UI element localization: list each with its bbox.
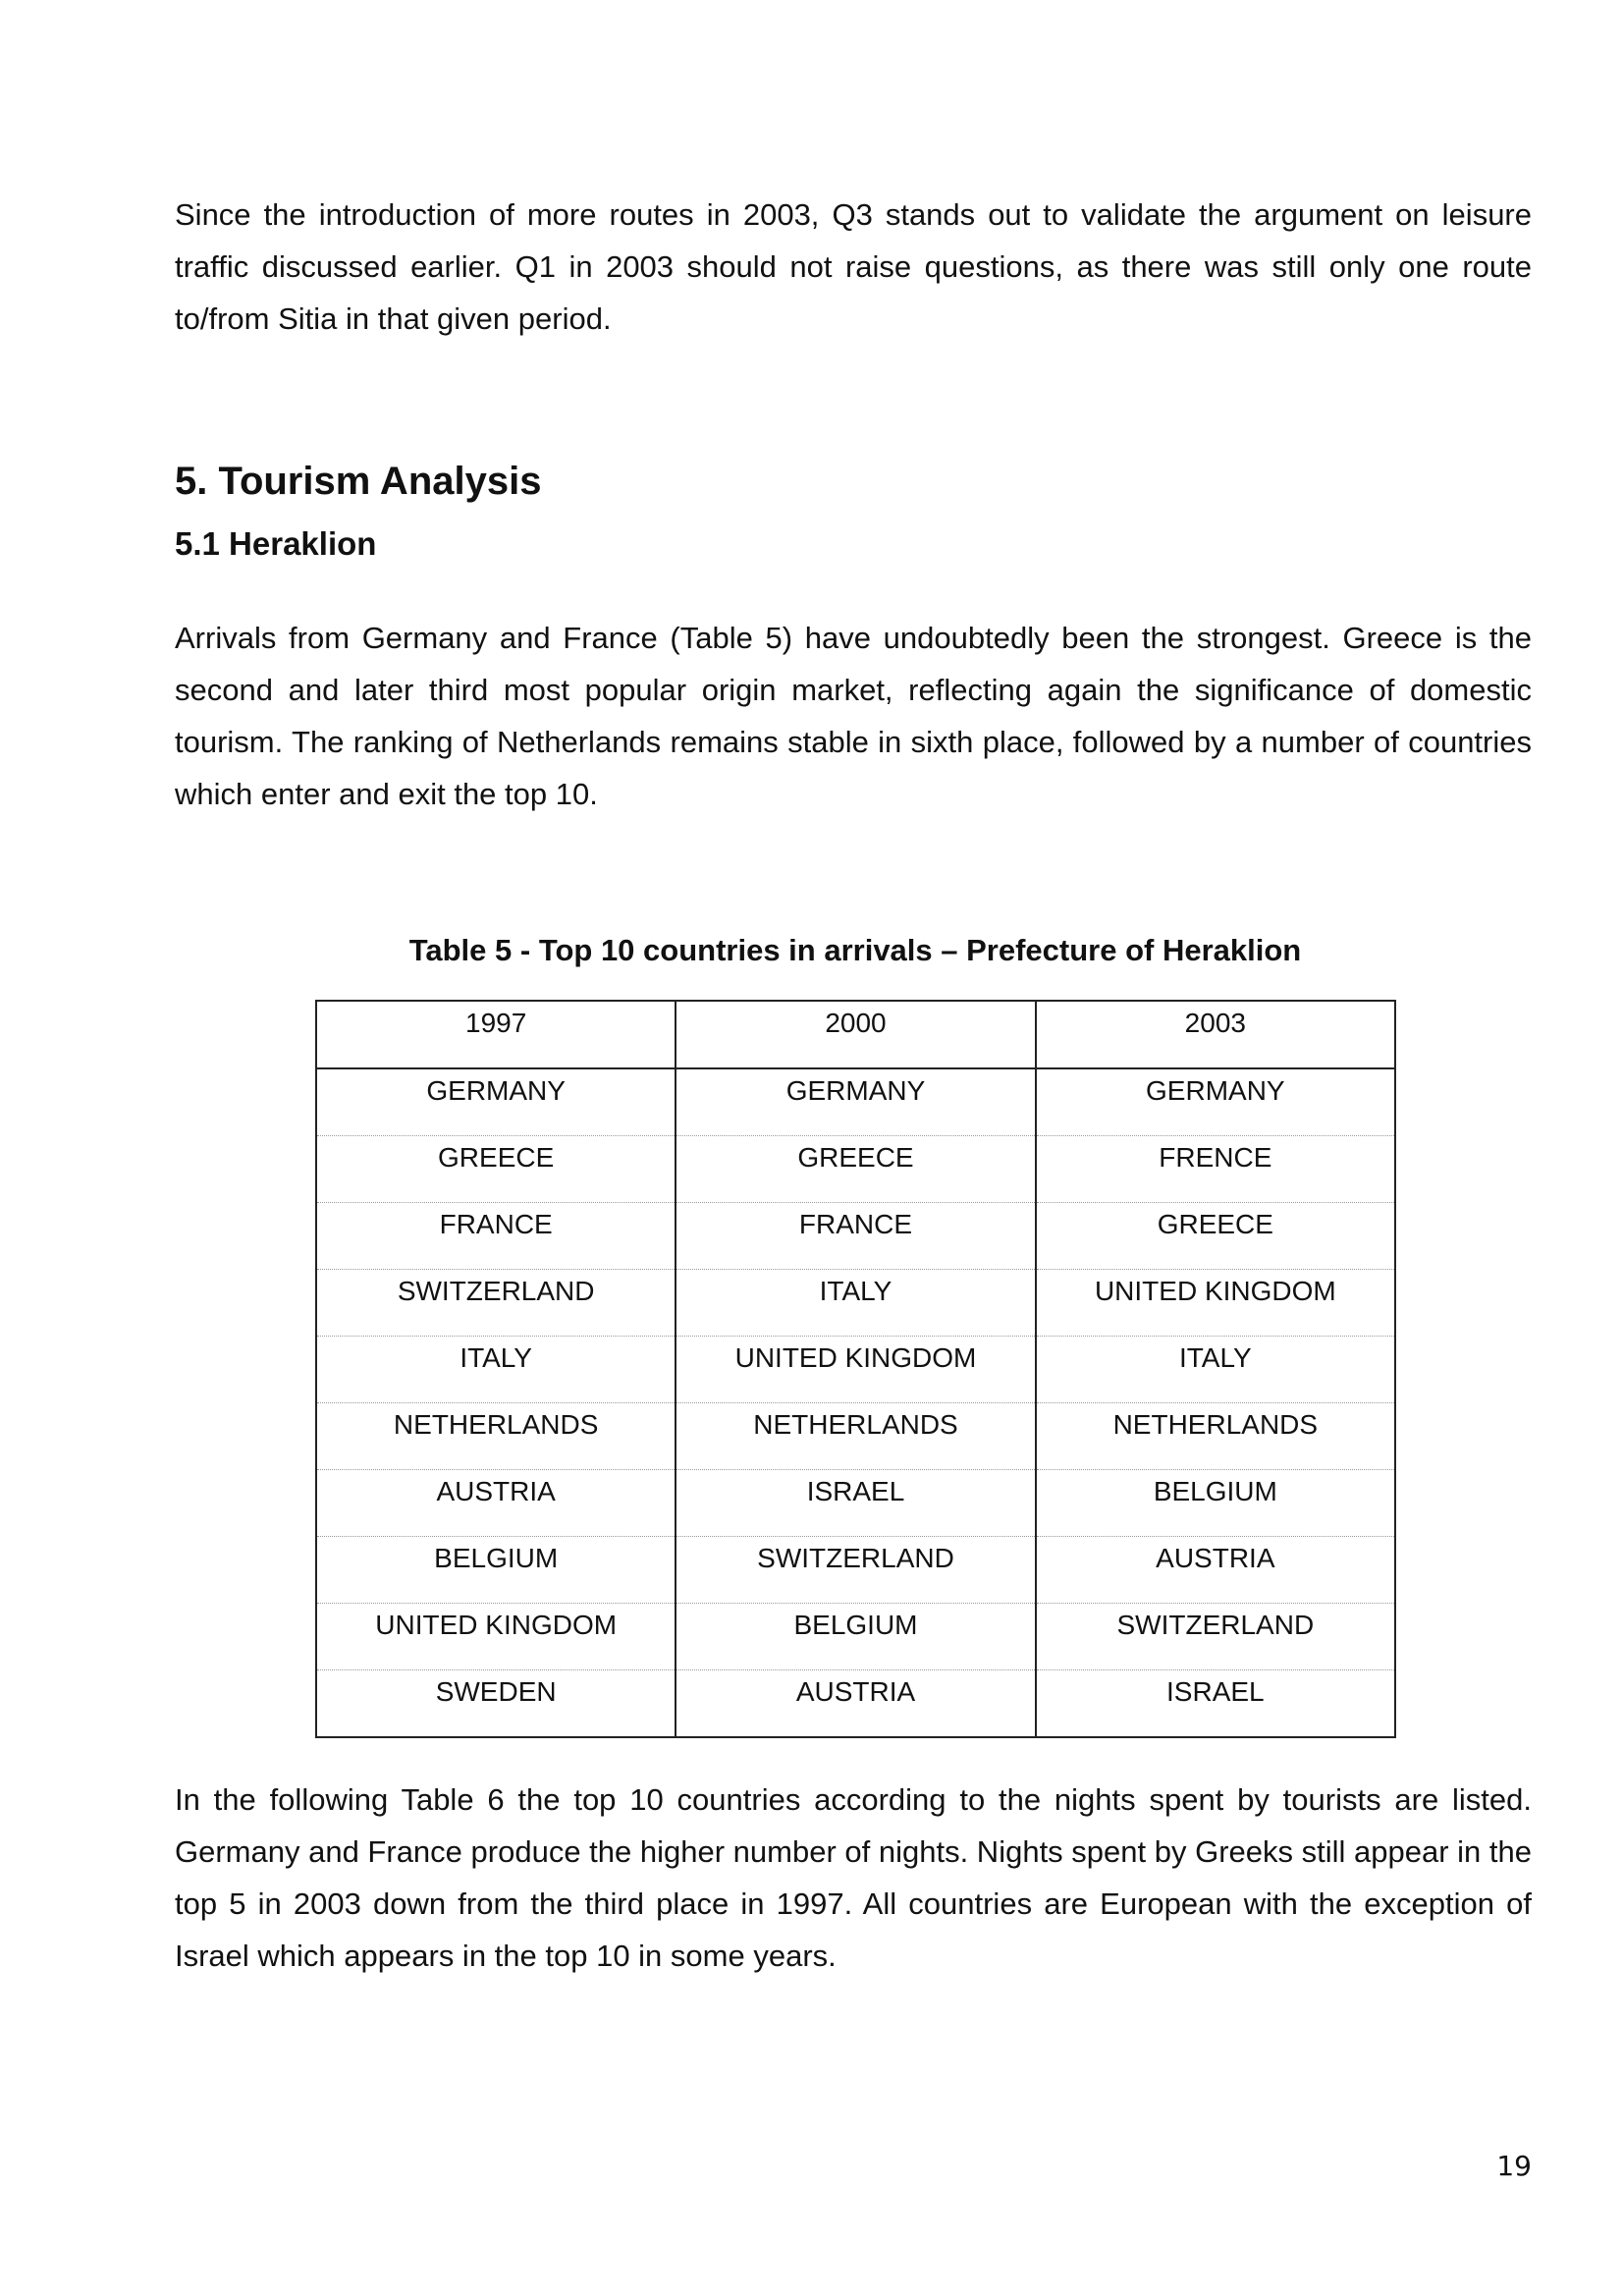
heraklion-paragraph: Arrivals from Germany and France (Table 5) have undoubtedly been the strongest. Greece is the second and later third most popular origin market, reflecting again the significance of domestic tourism. The ranking of Netherlands remains stable in sixth place, followed by a number of countries which enter and exit the top 10. [175,621,1532,811]
table-cell: NETHERLANDS [676,1403,1035,1470]
table-cell: BELGIUM [1036,1470,1395,1537]
table-cell: ITALY [316,1337,676,1403]
table-cell: SWEDEN [316,1670,676,1738]
table-cell: GREECE [1036,1203,1395,1270]
table-cell: ISRAEL [676,1470,1035,1537]
table-row [316,1403,1395,1470]
table-cell: GREECE [316,1136,676,1203]
top-countries-table [315,1000,1396,1738]
column-header: 2003 [1036,1001,1395,1068]
table-cell: UNITED KINGDOM [1036,1270,1395,1337]
table-header-row [316,1001,1395,1068]
intro-paragraph: Since the introduction of more routes in 2003, Q3 stands out to validate the argument on leisure traffic discussed earlier. Q1 in 2003 should not raise questions, as there was still only one route to/from Sitia in that given period. [175,197,1532,336]
table-cell: ITALY [676,1270,1035,1337]
table-cell: UNITED KINGDOM [316,1604,676,1670]
table-cell: GERMANY [676,1068,1035,1136]
table-row [316,1604,1395,1670]
table-row [316,1670,1395,1738]
page-number: 19 [1496,2150,1532,2182]
table-caption: Table 5 - Top 10 countries in arrivals – Prefecture of Heraklion [408,933,1302,967]
table-cell: FRANCE [316,1203,676,1270]
table-cell: BELGIUM [316,1537,676,1604]
table-cell: GERMANY [316,1068,676,1136]
table-row [316,1270,1395,1337]
table-cell: NETHERLANDS [316,1403,676,1470]
column-header: 1997 [316,1001,676,1068]
section-heading: 5. Tourism Analysis [175,460,542,503]
table-cell: AUSTRIA [316,1470,676,1537]
table-cell: GERMANY [1036,1068,1395,1136]
table-row [316,1537,1395,1604]
table-row [316,1337,1395,1403]
table-cell: NETHERLANDS [1036,1403,1395,1470]
table-cell: FRENCE [1036,1136,1395,1203]
table-cell: SWITZERLAND [1036,1604,1395,1670]
table-cell: UNITED KINGDOM [676,1337,1035,1403]
table-row [316,1203,1395,1270]
table-row [316,1470,1395,1537]
table-cell: GREECE [676,1136,1035,1203]
table-cell: AUSTRIA [676,1670,1035,1738]
following-paragraph: In the following Table 6 the top 10 countries according to the nights spent by tourists are listed. Germany and France produce the higher number of nights. Nights spent by Greeks still appear in the top 5 in 2003 down from the third place in 1997. All countries are European with the exception of Israel which appears in the top 10 in some years. [175,1782,1532,1973]
subsection-heading: 5.1 Heraklion [175,525,377,562]
table-row [316,1068,1395,1136]
table-row [316,1136,1395,1203]
table-cell: ISRAEL [1036,1670,1395,1738]
table-cell: ITALY [1036,1337,1395,1403]
table-cell: SWITZERLAND [676,1537,1035,1604]
table-cell: BELGIUM [676,1604,1035,1670]
table-cell: AUSTRIA [1036,1537,1395,1604]
table-cell: FRANCE [676,1203,1035,1270]
column-header: 2000 [676,1001,1035,1068]
table-cell: SWITZERLAND [316,1270,676,1337]
